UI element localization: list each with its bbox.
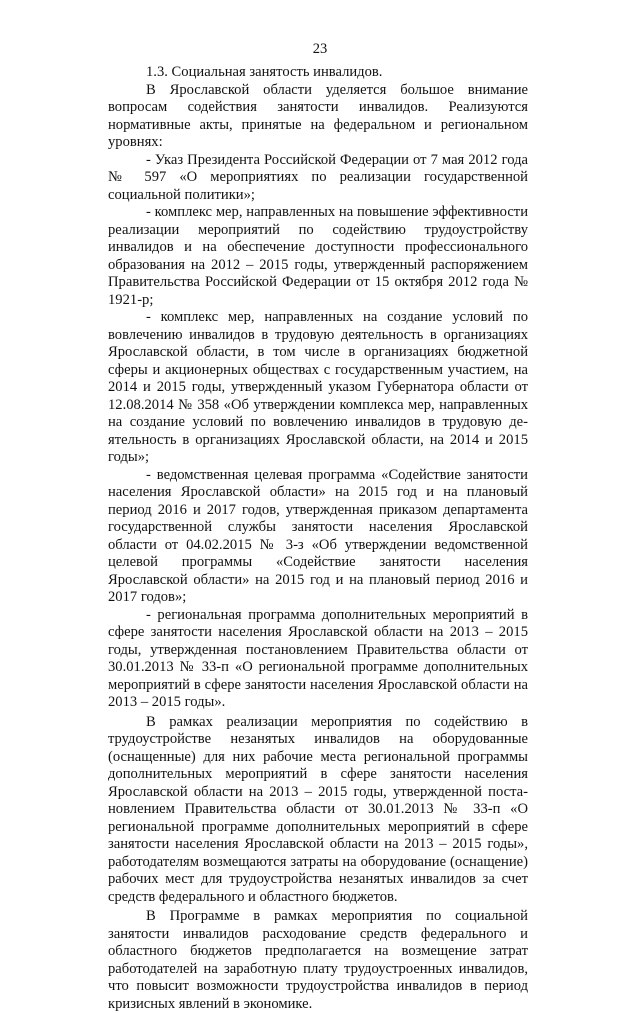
list-item-departmental-program: - ведомственная целевая программа «Содействие занятости населения Ярославской области» на 2015 год и на плановый период 2016 и 2017 годов, утвержденная приказом департамента государственной службы занятости населения Ярославской области от 04.02.2015 № 3-з «Об утверждении ведомственной целевой программы «Содействие занятости населения Ярославской области» на 2015 год и на плановый период 2016 и 2017 годов»; — [108, 466, 528, 605]
paragraph-workplace-equipment: В рамках реализации мероприятия по содействию в трудоустройстве незанятых инвалидов на оборудованные (оснащенные) для них рабочие места региональной программы дополнительных мероприятий в сфере занятости населения Ярославской области на 2013 – 2015 годы, утвержденной постановлением Правительства области от 30.01.2013 № 33-п «О региональной программе дополнительных мероприятий в сфере занятости населения Ярославской области на 2013 – 2015 годы», работодателям возмещаются затраты на оборудование (оснащение) рабочих мест для трудоустройства незанятых инвалидов за счет средств федерального и областного бюджетов. — [108, 713, 528, 905]
list-item-presidential-decree: - Указ Президента Российской Федерации от 7 мая 2012 года № 597 «О мероприятиях по реализации государственной социальной политики»; — [108, 151, 528, 203]
section-title: 1.3. Социальная занятость инвалидов. — [146, 64, 383, 80]
list-item-regional-measures: - комплекс мер, направленных на создание условий по вовлечению инвалидов в трудовую деятельность в организациях Ярославской области, в том числе в организациях бюджетной сферы и акционерных обществах с государственным участием, на 2014 и 2015 годы, утвержденный указом Губернатора области от 12.08.2014 № 358 «Об утверждении комплекса мер, направленных на создание условий по вовлечению инвалидов в трудовую деятельность в организациях Ярославской области, на 2014 и 2015 годы»; — [108, 309, 528, 465]
document-body — [108, 64, 528, 1013]
paragraph-intro: В Ярославской области уделяется большое внимание вопросам содействия занятости инвалидов. Реализуются нормативные акты, принятые на федеральном и региональном уровнях: — [108, 81, 528, 150]
list-item-federal-measures: - комплекс мер, направленных на повышение эффективности реализации мероприятий по содействию трудоустройству инвалидов и на обеспечение доступности профессионального образования на 2012 – 2015 годы, утвержденный распоряжением Правительства Российской Федерации от 15 октября 2012 года № 1921-р; — [108, 204, 528, 308]
paragraph-program-funding: В Программе в рамках мероприятия по социальной занятости инвалидов расходование средств федерального и областного бюджетов предполагается на возмещение затрат работодателей на заработную плату трудоустроенных инвалидов, что повысит возможности трудоустройства инвалидов в период кризисных явлений в экономике. — [108, 908, 528, 1012]
list-item-regional-program: - региональная программа дополнительных мероприятий в сфере занятости населения Ярославской области на 2013 – 2015 годы, утвержденная постановлением Правительства области от 30.01.2013 № 33-п «О региональной программе дополнительных мероприятий в сфере занятости населения Ярославской области на 2013 – 2015 годы». — [108, 606, 528, 710]
page-number: 23 — [312, 41, 328, 57]
